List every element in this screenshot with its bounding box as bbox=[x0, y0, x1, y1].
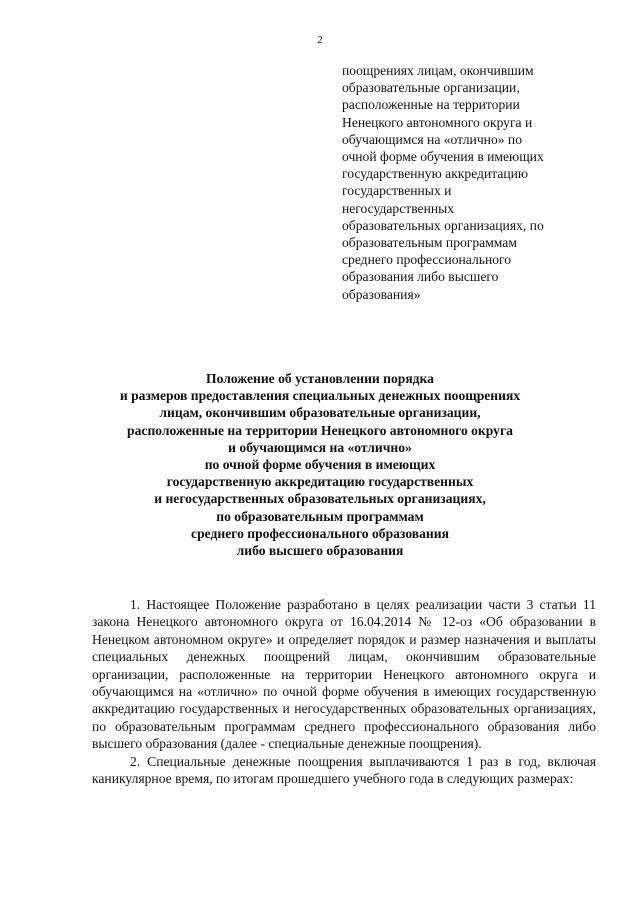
header-line: расположенные на территории bbox=[342, 97, 520, 113]
title-line: и негосударственных образовательных организациях, bbox=[154, 491, 486, 507]
title-line: среднего профессионального образования bbox=[191, 525, 449, 541]
title-line: по очной форме обучения в имеющих bbox=[204, 457, 436, 473]
header-line: среднего профессионального bbox=[342, 252, 512, 268]
header-line: образования» bbox=[342, 286, 421, 302]
page-number: 2 bbox=[317, 34, 323, 46]
paragraph-1: 1. Настоящее Положение разработано в целях реализации части 3 статьи 11 закона Ненецкого автономного округа от 16.04.2014 № 12-оз «Об образовании в Ненецком автономном округе» и определяет порядок и размер назначения и выплаты специальных денежных поощрений лицам, окончившим образовательные организации, расположенные на территории Ненецкого автономного округа и обучающимся на «отлично» по очной форме обучения в имеющих государственную аккредитацию государственных и негосударственных образовательных организациях, по образовательным программам среднего профессионального образования либо высшего образования (далее - специальные денежные поощрения). bbox=[92, 597, 596, 752]
title-line: лицам, окончившим образовательные организации, bbox=[159, 405, 481, 421]
title-line: расположенные на территории Ненецкого автономного округа bbox=[127, 422, 513, 438]
header-line: образования либо высшего bbox=[342, 269, 499, 285]
header-line: очной форме обучения в имеющих bbox=[342, 149, 544, 165]
header-line: государственную аккредитацию bbox=[342, 166, 529, 182]
title-line: государственную аккредитацию государственных bbox=[166, 474, 474, 490]
header-line: государственных и bbox=[342, 183, 452, 199]
header-line: образовательные организации, bbox=[342, 80, 520, 96]
title-line: либо высшего образования bbox=[236, 543, 404, 559]
title-line: по образовательным программам bbox=[216, 508, 424, 524]
header-line: обучающимся на «отлично» по bbox=[342, 131, 523, 147]
title-line: и размеров предоставления специальных денежных поощрениях bbox=[119, 388, 521, 404]
document-body bbox=[92, 596, 596, 787]
header-line: Ненецкого автономного округа и bbox=[342, 114, 533, 130]
document-title bbox=[60, 370, 580, 559]
header-line: образовательным программам bbox=[342, 235, 517, 251]
header-line: негосударственных bbox=[342, 200, 455, 216]
document-header-continuation bbox=[342, 62, 612, 303]
header-line: поощрениях лицам, окончившим bbox=[342, 63, 534, 78]
title-line: и обучающимся на «отлично» bbox=[228, 439, 412, 455]
header-line: образовательных организациях, по bbox=[342, 217, 544, 233]
title-line: Положение об установлении порядка bbox=[206, 371, 434, 386]
paragraph-2: 2. Специальные денежные поощрения выплачиваются 1 раз в год, включая каникулярное время, по итогам прошедшего учебного года в следующих размерах: bbox=[92, 753, 596, 787]
